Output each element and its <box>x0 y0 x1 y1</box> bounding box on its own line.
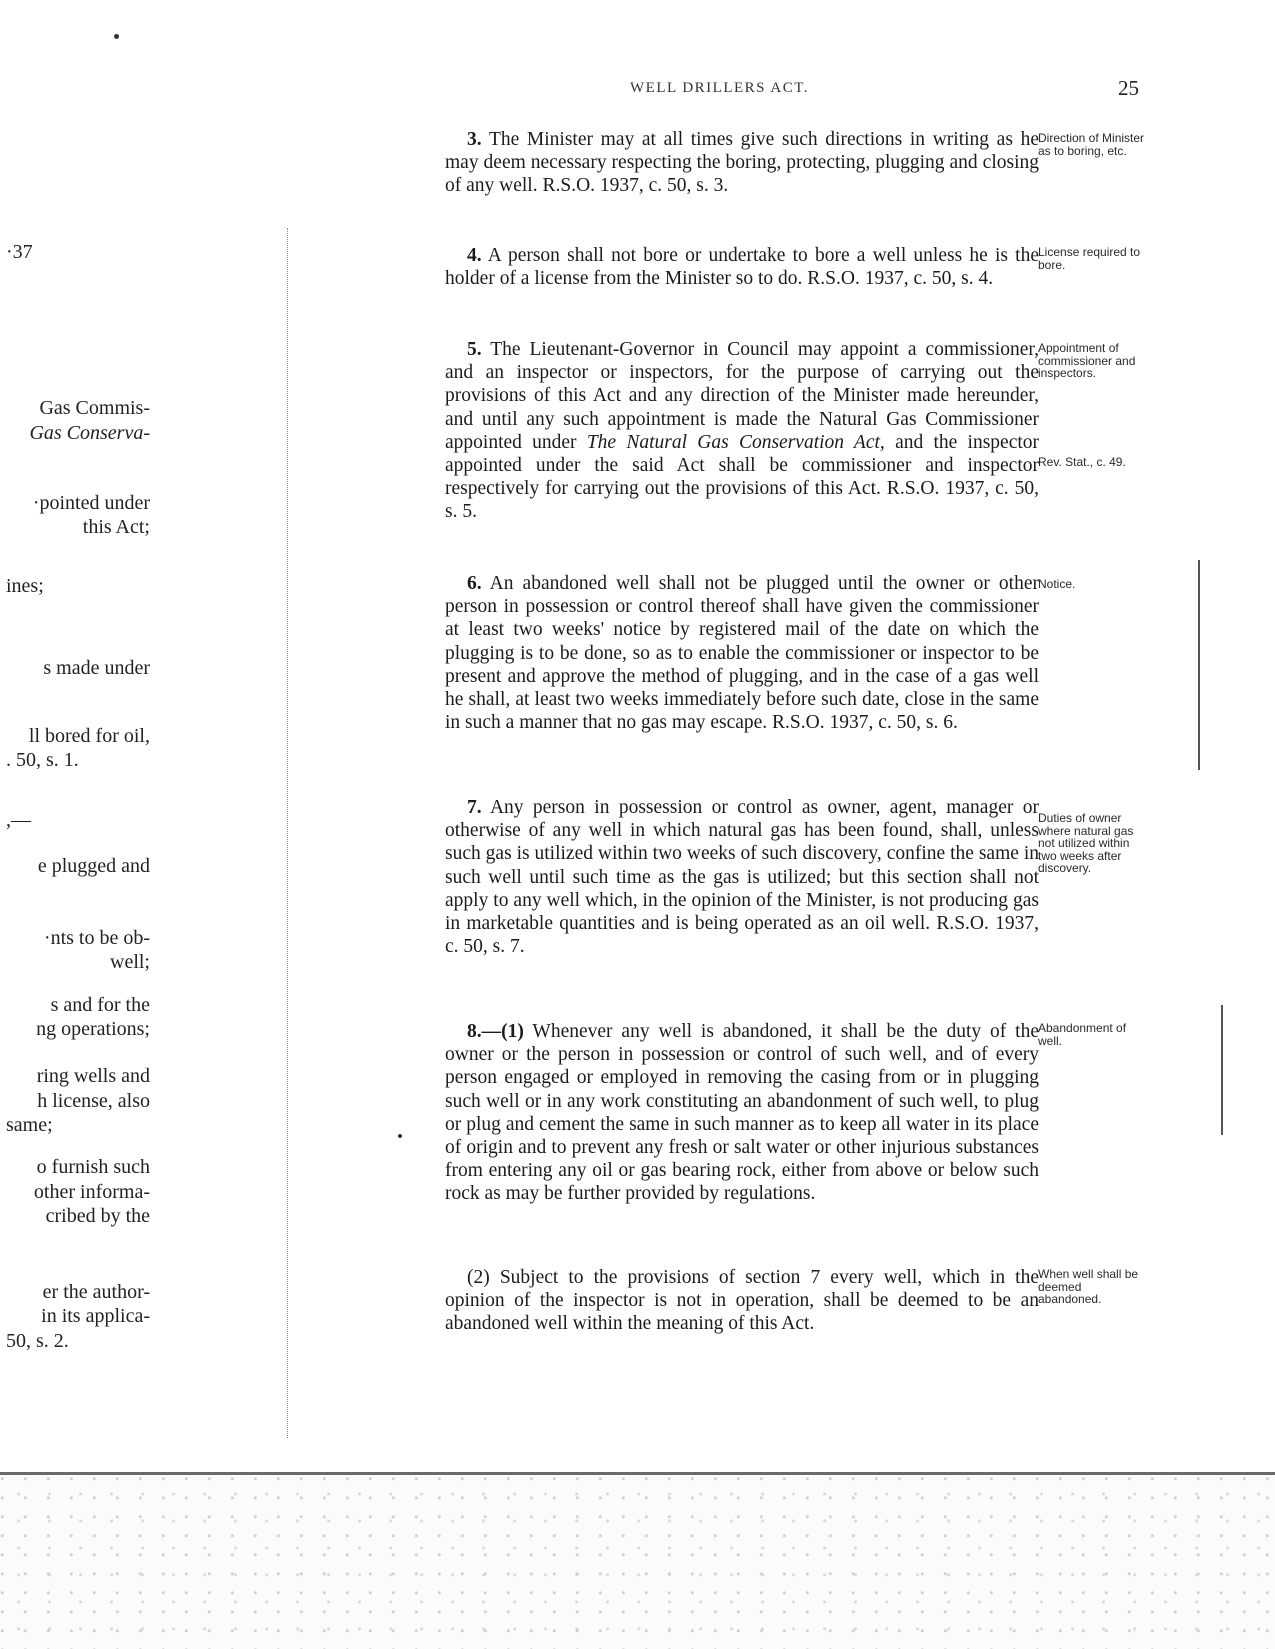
prev-fragment: 50, s. 2. <box>6 1330 69 1352</box>
prev-fragment: ring wells and <box>36 1065 150 1087</box>
act-title: The Natural Gas Conservation Act, <box>586 431 885 453</box>
scan-bottom-edge <box>0 1472 1275 1649</box>
prev-fragment: this Act; <box>82 516 150 538</box>
section-8-1 <box>445 1020 1039 1206</box>
section-7 <box>445 796 1039 958</box>
section-text: Any person in possession or control as owner, agent, manager or otherwise of any well in which natural gas has been found, shall, unless such gas is utilized within two weeks of such discovery, confine the same in such well until such time as the gas is utilized; but this section shall not apply to any well which, in the opinion of the Minister, is not producing gas in marketable quantities and is being operated as an oil well. R.S.O. 1937, c. 50, s. 7. <box>445 797 1039 958</box>
section-text: and the inspector appointed under the said Act shall be commissioner and inspector respectively for carrying out the provisions of this Act. R.S.O. 1937, c. 50, s. 5. <box>445 431 1040 523</box>
prev-fragment: e plugged and <box>37 855 150 877</box>
page-number: 25 <box>1118 76 1139 100</box>
prev-fragment: other informa- <box>33 1181 150 1203</box>
section-number: 6. <box>467 573 482 594</box>
prev-fragment: er the author- <box>42 1281 150 1303</box>
margin-note: Direction of Minister as to boring, etc. <box>1038 131 1145 158</box>
section-number: 4. <box>467 245 482 266</box>
prev-fragment: ·nts to be ob- <box>43 927 150 949</box>
section-4 <box>445 244 1039 290</box>
section-text: An abandoned well shall not be plugged until the owner or other person in possession or control thereof shall have given the commissioner at least two weeks' notice by registered mail of the date on which the plugging is to be done, so as to enable the commissioner or inspector to be present and approve the method of plugging, and in the case of a gas well he shall, at least two weeks immediately before such date, close in the same in such a manner that no gas may escape. R.S.O. 1937, c. 50, s. 6. <box>445 573 1039 734</box>
previous-page-fragments <box>0 0 160 1480</box>
scan-margin-mark <box>1198 560 1200 770</box>
prev-fragment: Gas Commis- <box>39 397 150 419</box>
section-text: Whenever any well is abandoned, it shall be the duty of the owner or the person in possession or control of such well, and of every person engaged or employed in removing the casing from or in plugging such well or in any work constituting an abandonment of such well, to plug or plug and cement the same in such manner as to keep all water in its place of origin and to prevent any fresh or salt water or other injurious substances from entering any oil or gas bearing rock, either from above or below such rock as may be further provided by regulations. <box>445 1021 1039 1205</box>
section-text: Subject to the provisions of section 7 every well, which in the opinion of the inspector is not in operation, shall be deemed to be an abandoned well within the meaning of this Act. <box>445 1267 1039 1335</box>
prev-fragment: well; <box>110 951 150 973</box>
prev-fragment: ,— <box>6 809 31 831</box>
prev-fragment: ·37 <box>6 241 33 263</box>
section-8-2 <box>445 1266 1039 1336</box>
section-5 <box>445 338 1039 524</box>
margin-note: Appointment of commissioner and inspectors. <box>1038 341 1136 380</box>
section-3 <box>445 128 1039 198</box>
prev-fragment: s and for the <box>50 994 150 1016</box>
prev-fragment: in its applica- <box>41 1305 150 1327</box>
section-number: 5. <box>467 339 482 360</box>
prev-fragment: Gas Conserva- <box>29 422 150 444</box>
prev-fragment: o furnish such <box>36 1156 150 1178</box>
section-6 <box>445 572 1039 734</box>
page-gutter-line <box>287 228 288 1438</box>
section-text: A person shall not bore or undertake to bore a well unless he is the holder of a license from the Minister so to do. R.S.O. 1937, c. 50, s. 4. <box>445 245 1039 290</box>
margin-note: When well shall be deemed abandoned. <box>1038 1267 1139 1306</box>
prev-fragment: . 50, s. 1. <box>6 749 79 771</box>
margin-note: License required to bore. <box>1038 245 1141 272</box>
section-number: (2) <box>467 1267 490 1288</box>
prev-fragment: ines; <box>6 575 44 597</box>
section-text: The Minister may at all times give such directions in writing as he may deem necessary respecting the boring, protecting, plugging and closing of any well. R.S.O. 1937, c. 50, s. 3. <box>445 129 1039 197</box>
scan-margin-mark <box>1221 1005 1223 1135</box>
prev-fragment: ll bored for oil, <box>28 725 150 747</box>
margin-note: Duties of owner where natural gas not utilized within two weeks after discovery. <box>1038 811 1134 875</box>
scan-speck <box>398 1134 402 1138</box>
prev-fragment: ·pointed under <box>32 492 150 514</box>
prev-fragment: cribed by the <box>45 1205 150 1227</box>
section-number: 3. <box>467 129 482 150</box>
section-number: 8.—(1) <box>467 1021 524 1042</box>
scan-speck <box>114 34 119 39</box>
margin-note: Notice. <box>1038 577 1076 591</box>
prev-fragment: same; <box>6 1114 53 1136</box>
section-text: The Lieutenant-Governor in Council may appoint a commissioner, and an inspector or inspectors, for the purpose of carrying out the provisions of this Act and any direction of the Minister made hereunder, and until any such appointment is made the Natural Gas Commissioner appointed under <box>445 339 1039 453</box>
running-head: WELL DRILLERS ACT. <box>630 80 810 96</box>
prev-fragment: h license, also <box>37 1090 150 1112</box>
prev-fragment: ng operations; <box>36 1018 150 1040</box>
prev-fragment: s made under <box>43 657 150 679</box>
section-number: 7. <box>467 797 482 818</box>
margin-note: Abandonment of well. <box>1038 1021 1127 1048</box>
margin-note: Rev. Stat., c. 49. <box>1038 455 1126 469</box>
